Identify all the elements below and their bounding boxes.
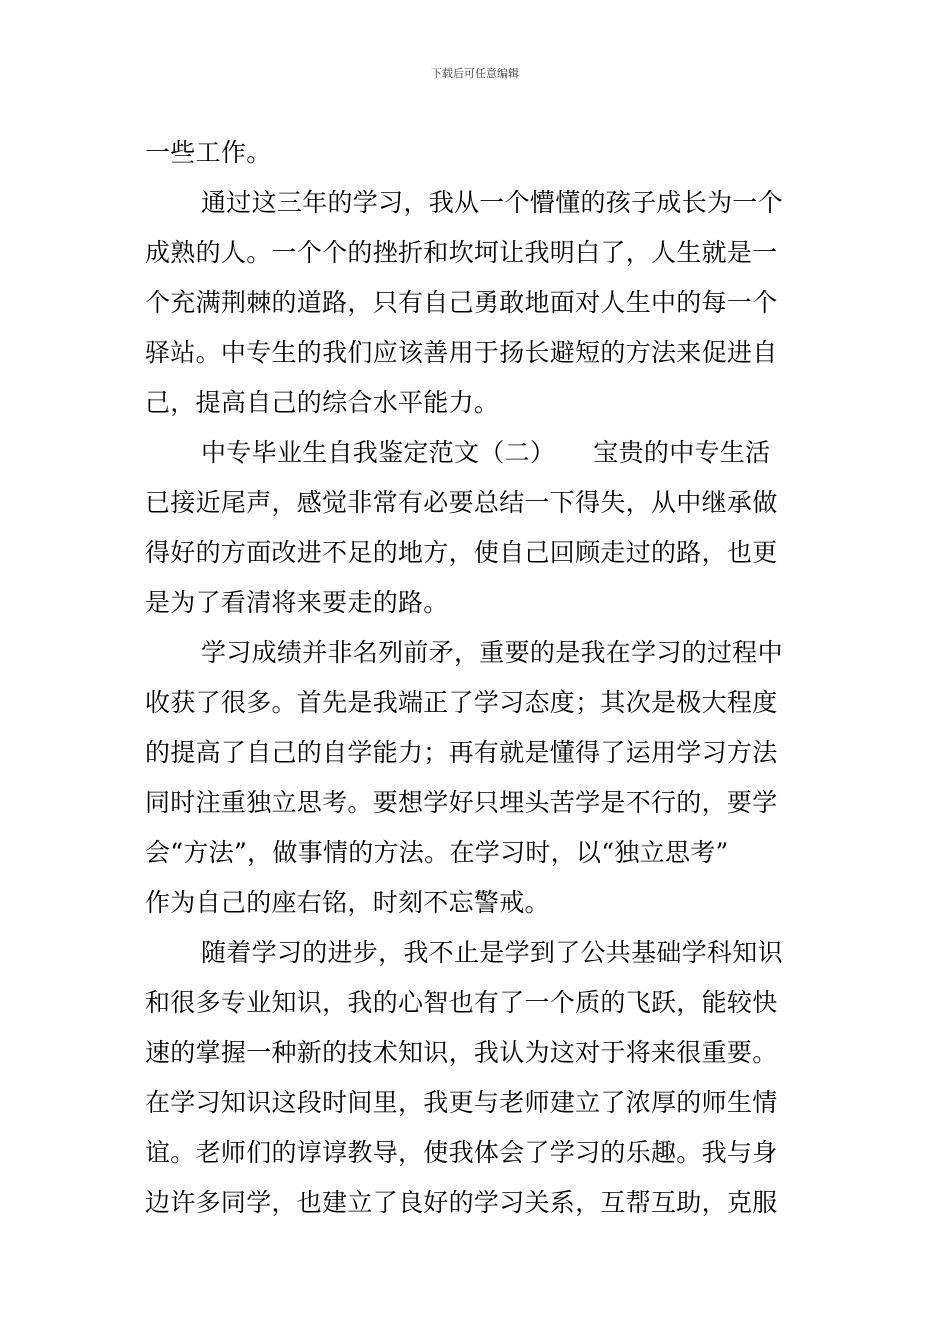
text-line: 和很多专业知识，我的心智也有了一个质的飞跃，能较快 [145, 988, 778, 1017]
text-line: 同时注重独立思考。要想学好只埋头苦学是不行的，要学 [145, 788, 778, 817]
text-line: 一些工作。 [145, 138, 272, 167]
text-line: 边许多同学，也建立了良好的学习关系，互帮互助，克服 [145, 1188, 778, 1217]
text-line: 成熟的人。一个个的挫折和坎坷让我明白了，人生就是一 [145, 238, 778, 267]
text-line: 在学习知识这段时间里，我更与老师建立了浓厚的师生情 [145, 1088, 778, 1117]
paragraph-start-line: 通过这三年的学习，我从一个懵懂的孩子成长为一个 [201, 188, 783, 217]
text-line: 的提高了自己的自学能力；再有就是懂得了运用学习方法 [145, 738, 778, 767]
text-line: 已接近尾声，感觉非常有必要总结一下得失，从中继承做 [145, 488, 778, 517]
paragraph-start-line: 学习成绩并非名列前矛，重要的是我在学习的过程中 [201, 638, 783, 667]
section-heading-line: 中专毕业生自我鉴定范文（二） 宝贵的中专生活 [201, 438, 771, 467]
paragraph-start-line: 随着学习的进步，我不止是学到了公共基础学科知识 [201, 938, 783, 967]
text-line: 作为自己的座右铭，时刻不忘警戒。 [145, 888, 550, 917]
document-body [145, 128, 815, 1228]
page-header: 下载后可任意编辑 [431, 67, 519, 80]
text-line: 个充满荆棘的道路，只有自己勇敢地面对人生中的每一个 [145, 288, 778, 317]
text-line: 收获了很多。首先是我端正了学习态度；其次是极大程度 [145, 688, 778, 717]
text-line: 速的掌握一种新的技术知识，我认为这对于将来很重要。 [145, 1038, 778, 1067]
text-line: 驿站。中专生的我们应该善用于扬长避短的方法来促进自 [145, 338, 778, 367]
text-line: 得好的方面改进不足的地方，使自己回顾走过的路，也更 [145, 538, 778, 567]
text-line: 己，提高自己的综合水平能力。 [145, 388, 500, 417]
text-line: 谊。老师们的谆谆教导，使我体会了学习的乐趣。我与身 [145, 1138, 778, 1167]
text-line: 是为了看清将来要走的路。 [145, 588, 449, 617]
text-line: 会“方法”，做事情的方法。在学习时，以“独立思考” [145, 838, 729, 867]
